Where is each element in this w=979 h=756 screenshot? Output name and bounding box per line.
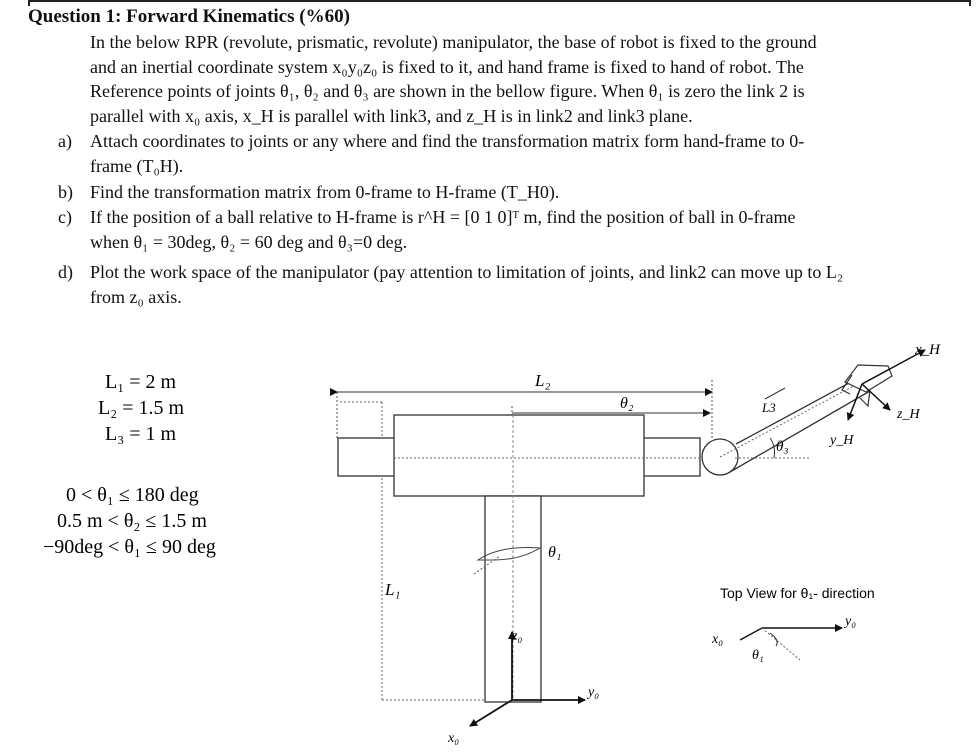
zH-axis: [862, 384, 890, 410]
slider-block: [394, 415, 644, 496]
param-L1: L₁ = 2 m: [105, 371, 177, 393]
question-title: Question 1: Forward Kinematics (%60): [28, 6, 350, 27]
label-yH: y_H: [830, 433, 854, 448]
label-L1: L₁: [385, 580, 401, 599]
label-y0: y₀: [588, 685, 600, 700]
param-L3: L₃ = 1 m: [105, 423, 177, 445]
intro-line: parallel with x₀ axis, x_H is parallel with link3, and z_H is in link2 and link3 plane.: [90, 105, 693, 126]
item-line: from z₀ axis.: [90, 286, 182, 307]
limit-theta3: −90deg < θ₁ ≤ 90 deg: [43, 536, 216, 558]
limit-theta1: 0 < θ₁ ≤ 180 deg: [66, 484, 199, 506]
label-zH: z_H: [897, 407, 920, 422]
gripper-body: [845, 365, 892, 392]
top-view-label-y0: y₀: [845, 614, 857, 629]
item-line: Plot the work space of the manipulator (pay attention to limitation of joints, and link2 can move up to L₂: [90, 262, 844, 282]
label-theta1: θ₁: [548, 544, 562, 561]
top-view-theta1-arc: [770, 633, 777, 646]
param-L2: L₂ = 1.5 m: [98, 397, 185, 419]
label-z0: z₀: [512, 629, 523, 644]
label-x0: x₀: [448, 731, 460, 746]
top-view-link-direction: [762, 628, 800, 660]
top-view-label-x0: x₀: [712, 632, 724, 647]
label-theta3: θ₃: [776, 439, 789, 455]
item-label: a): [58, 131, 72, 151]
item-line: Find the transformation matrix from 0-frame to H-frame (T_H0).: [90, 182, 560, 202]
label-L2: L₂: [535, 371, 551, 390]
item-line: Attach coordinates to joints or any where and find the transformation matrix form hand-frame to 0-: [90, 131, 805, 151]
intro-line: Reference points of joints θ₁, θ₂ and θ₃ are shown in the bellow figure. When θ₁ is zero the link 2 is: [90, 81, 805, 101]
label-theta2: θ₂: [620, 395, 634, 412]
x0-axis: [470, 700, 512, 726]
top-view-x0-axis: [740, 628, 762, 640]
intro-line: In the below RPR (revolute, prismatic, revolute) manipulator, the base of robot is fixed to the ground: [90, 32, 817, 52]
label-L3: L3: [762, 400, 776, 415]
top-view-title: Top View for θ₁- direction: [720, 585, 875, 601]
top-view-label-theta1: θ₁: [752, 648, 764, 663]
item-line: frame (T₀H).: [90, 155, 184, 176]
limit-theta2: 0.5 m < θ₂ ≤ 1.5 m: [57, 510, 207, 532]
item-line: when θ₁ = 30deg, θ₂ = 60 deg and θ₃=0 deg.: [90, 231, 408, 252]
item-label: c): [58, 207, 72, 227]
item-line: If the position of a ball relative to H-frame is r^H = [0 1 0]ᵀ m, find the position of ball in 0-frame: [90, 207, 796, 227]
intro-line: and an inertial coordinate system x₀y₀z₀ is fixed to it, and hand frame is fixed to hand of robot. The: [90, 56, 804, 77]
item-label: b): [58, 182, 73, 202]
label-xH: x_H: [915, 342, 940, 358]
link3-lower-edge: [730, 391, 870, 472]
L3-tick: [765, 388, 785, 399]
item-label: d): [58, 262, 73, 282]
